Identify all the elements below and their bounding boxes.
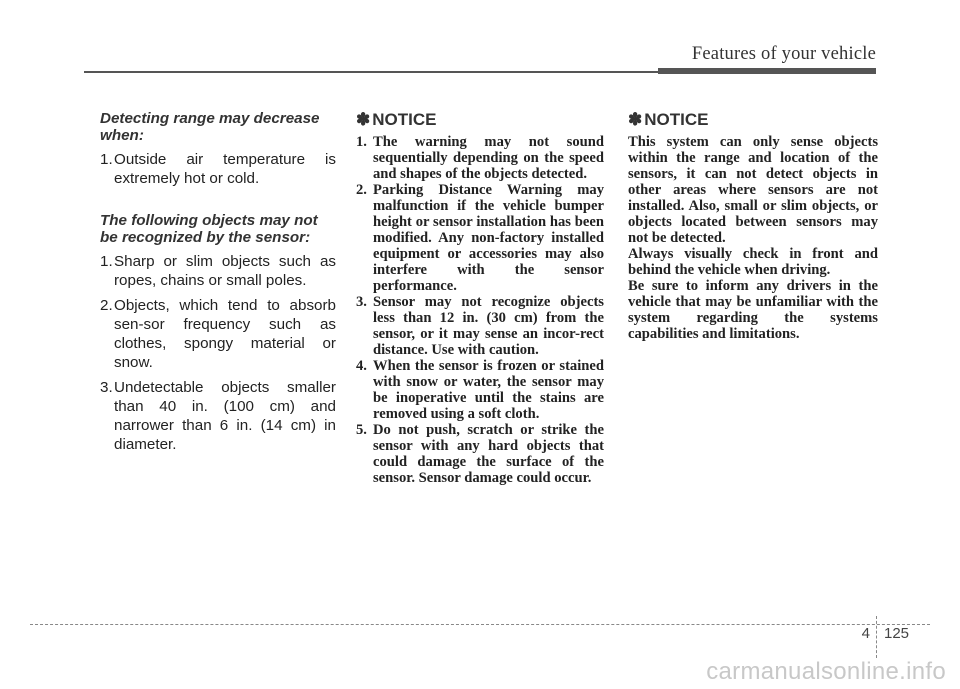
header-rule-accent bbox=[658, 68, 876, 74]
notice-column-2 bbox=[628, 110, 878, 342]
list-item-text: Sharp or slim objects such as ropes, chains or small poles. bbox=[114, 253, 336, 289]
list-item-text: When the sensor is frozen or stained with snow or water, the sensor may be inoperative until the stains are removed using a soft cloth. bbox=[373, 358, 604, 422]
notice-paragraph: This system can only sense objects within the range and location of the sensors, it can not detect objects in other areas where sensors are not installed. Also, small or slim objects, or objects located between sensors may not be detected. bbox=[628, 134, 878, 246]
list-item bbox=[356, 422, 604, 486]
chapter-number: 4 bbox=[861, 625, 870, 642]
footer-divider bbox=[876, 616, 877, 658]
notice-paragraph: Be sure to inform any drivers in the vehicle that may be unfamiliar with the system regarding the systems capabilities and limitations. bbox=[628, 278, 878, 342]
list-item-number: 4. bbox=[356, 358, 367, 374]
list-item-text: Objects, which tend to absorb sen-sor frequency such as clothes, spongy material or snow. bbox=[114, 297, 336, 371]
unrecognized-objects-list bbox=[100, 252, 336, 454]
notice-list bbox=[356, 134, 604, 486]
list-item bbox=[100, 252, 336, 290]
list-item bbox=[100, 150, 336, 188]
list-item-text: The warning may not sound sequentially depending on the speed and shapes of the objects detected. bbox=[373, 134, 604, 182]
list-item-number: 1. bbox=[356, 134, 367, 150]
list-item-text: Do not push, scratch or strike the sensor with any hard objects that could damage the surface of the sensor. Sensor damage could occur. bbox=[373, 422, 604, 486]
list-item bbox=[356, 358, 604, 422]
notice-title: NOTICE bbox=[644, 110, 709, 129]
list-item-number: 3. bbox=[356, 294, 367, 310]
notice-column-1 bbox=[356, 110, 604, 486]
notice-paragraph: Always visually check in front and behind the vehicle when driving. bbox=[628, 246, 878, 278]
list-item bbox=[356, 294, 604, 358]
notice-star-icon: ✽ bbox=[356, 110, 371, 129]
list-item bbox=[356, 182, 604, 294]
list-item-text: Sensor may not recognize objects less than 12 in. (30 cm) from the sensor, or it may sense an incor-rect distance. Use with caution. bbox=[373, 294, 604, 358]
watermark: carmanualsonline.info bbox=[706, 658, 946, 685]
list-item-number: 2. bbox=[356, 182, 367, 198]
header-rule bbox=[84, 71, 660, 73]
list-item-number: 1. bbox=[100, 151, 113, 168]
page-header-title: Features of your vehicle bbox=[691, 44, 876, 64]
list-item-text: Undetectable objects smaller than 40 in. (100 cm) and narrower than 6 in. (14 cm) in diameter. bbox=[114, 379, 336, 453]
notice-heading bbox=[356, 110, 604, 130]
section-heading-detecting-range: Detecting range may decrease when: bbox=[100, 110, 320, 144]
notice-heading bbox=[628, 110, 878, 130]
list-item-number: 1. bbox=[100, 253, 113, 270]
page-number: 125 bbox=[884, 625, 910, 642]
list-item bbox=[100, 378, 336, 454]
list-item-number: 5. bbox=[356, 422, 367, 438]
notice-title: NOTICE bbox=[372, 110, 437, 129]
notice-star-icon: ✽ bbox=[628, 110, 643, 129]
list-item-number: 2. bbox=[100, 297, 113, 314]
list-item-number: 3. bbox=[100, 379, 113, 396]
list-item bbox=[356, 134, 604, 182]
list-item-text: Parking Distance Warning may malfunction if the vehicle bumper height or sensor installation has been modified. Any non-factory installed equipment or accessories may also interfere with the sensor performance. bbox=[373, 182, 604, 294]
list-item bbox=[100, 296, 336, 372]
list-item-text: Outside air temperature is extremely hot or cold. bbox=[114, 151, 336, 187]
section-heading-unrecognized-objects: The following objects may not be recognized by the sensor: bbox=[100, 212, 318, 246]
footer-rule bbox=[30, 624, 930, 625]
left-column bbox=[100, 110, 336, 460]
detecting-range-list bbox=[100, 150, 336, 188]
